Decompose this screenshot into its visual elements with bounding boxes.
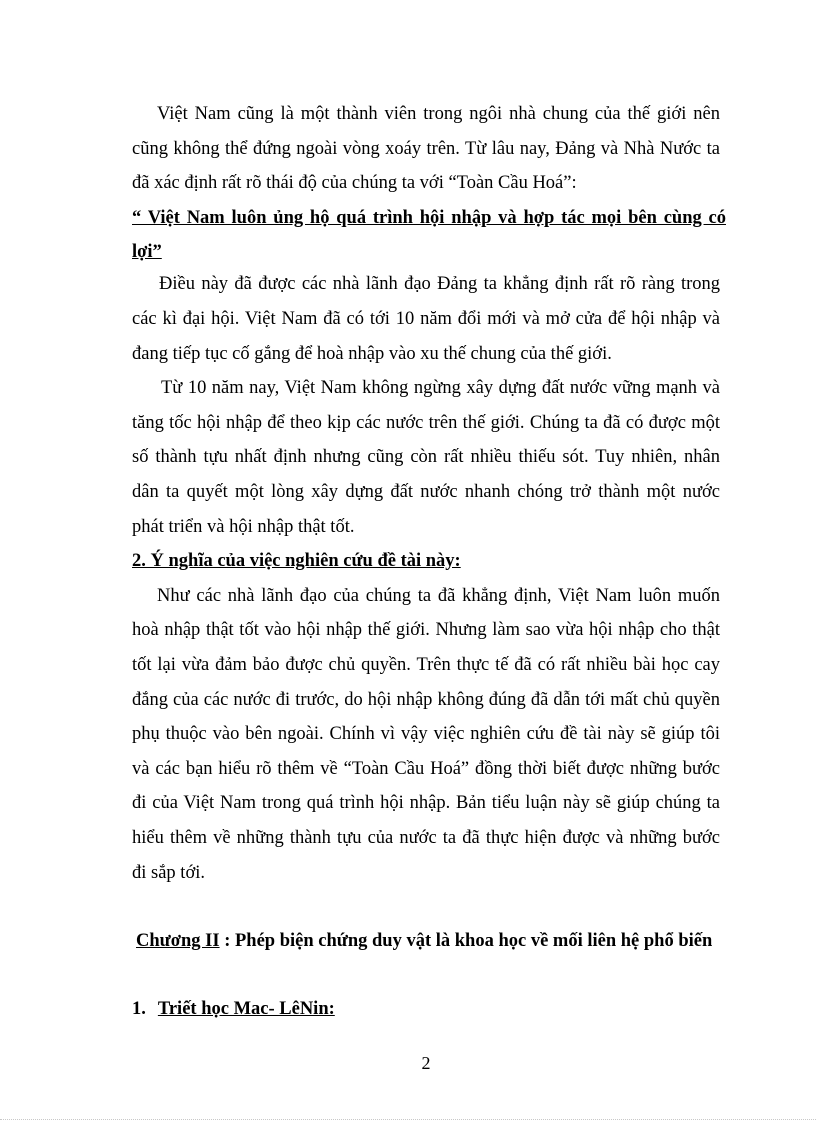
chapter-heading (136, 930, 712, 952)
paragraph-line: Việt Nam cũng là một thành viên trong ngôi nhà chung của thế giới nên (157, 104, 720, 124)
paragraph-line: đắng của các nước đi trước, do hội nhập không đúng đã dẫn tới mất chủ quyền (132, 690, 720, 710)
paragraph-line: tăng tốc hội nhập để theo kịp các nước trên thế giới. Chúng ta đã có được một (132, 413, 720, 433)
paragraph-line: Như các nhà lãnh đạo của chúng ta đã khẳng định, Việt Nam luôn muốn (157, 586, 720, 606)
section-heading: 2. Ý nghĩa của việc nghiên cứu đề tài này: (132, 551, 461, 571)
subsection-number: 1. (132, 999, 146, 1019)
paragraph-line: cũng không thể đứng ngoài vòng xoáy trên. Từ lâu nay, Đảng và Nhà Nước ta (132, 139, 720, 159)
paragraph-line: đang tiếp tục cố gắng để hoà nhập vào xu thế chung của thế giới. (132, 344, 612, 364)
paragraph-line: tốt lại vừa đảm bảo được chủ quyền. Trên thực tế đã có rất nhiều bài học cay (132, 655, 720, 675)
paragraph-line: đi của Việt Nam trong quá trình hội nhập. Bản tiểu luận này sẽ giúp chúng ta (132, 793, 720, 813)
quote-line: “ Việt Nam luôn ủng hộ quá trình hội nhập và hợp tác mọi bên cùng có (132, 208, 726, 228)
quote-line: lợi” (132, 242, 162, 262)
paragraph-line: Điều này đã được các nhà lãnh đạo Đảng ta khẳng định rất rõ ràng trong (159, 274, 720, 294)
paragraph-line: hoà nhập thật tốt vào hội nhập thế giới. Nhưng làm sao vừa hội nhập cho thật (132, 620, 720, 640)
paragraph-line: số thành tựu nhất định nhưng cũng còn rất nhiều thiếu sót. Tuy nhiên, nhân (132, 447, 720, 467)
chapter-title: Phép biện chứng duy vật là khoa học về mối liên hệ phổ biến (234, 931, 713, 951)
paragraph-line: đã xác định rất rõ thái độ của chúng ta với “Toàn Cầu Hoá”: (132, 173, 577, 193)
paragraph-line: và các bạn hiểu rõ thêm về “Toàn Cầu Hoá” đồng thời biết được những bước (132, 759, 720, 779)
subsection-title: Triết học Mac- LêNin: (157, 999, 335, 1019)
chapter-label: Chương II (136, 931, 220, 951)
paragraph-line: phụ thuộc vào bên ngoài. Chính vì vậy việc nghiên cứu đề tài này sẽ giúp tôi (132, 724, 720, 744)
paragraph-line: dân ta quyết một lòng xây dựng đất nước nhanh chóng trở thành một nước (132, 482, 720, 502)
paragraph-line: các kì đại hội. Việt Nam đã có tới 10 năm đổi mới và mở cửa để hội nhập và (132, 309, 720, 329)
chapter-separator: : (219, 931, 235, 951)
page-bottom-border (0, 1119, 816, 1120)
paragraph-line: Từ 10 năm nay, Việt Nam không ngừng xây dựng đất nước vững mạnh và (161, 378, 720, 398)
page-number: 2 (421, 1053, 431, 1073)
paragraph-line: hiểu thêm về những thành tựu của nước ta đã thực hiện được và những bước (132, 828, 720, 848)
subsection-heading (132, 998, 335, 1020)
paragraph-line: đi sắp tới. (132, 863, 205, 883)
paragraph-line: phát triển và hội nhập thật tốt. (132, 517, 355, 537)
